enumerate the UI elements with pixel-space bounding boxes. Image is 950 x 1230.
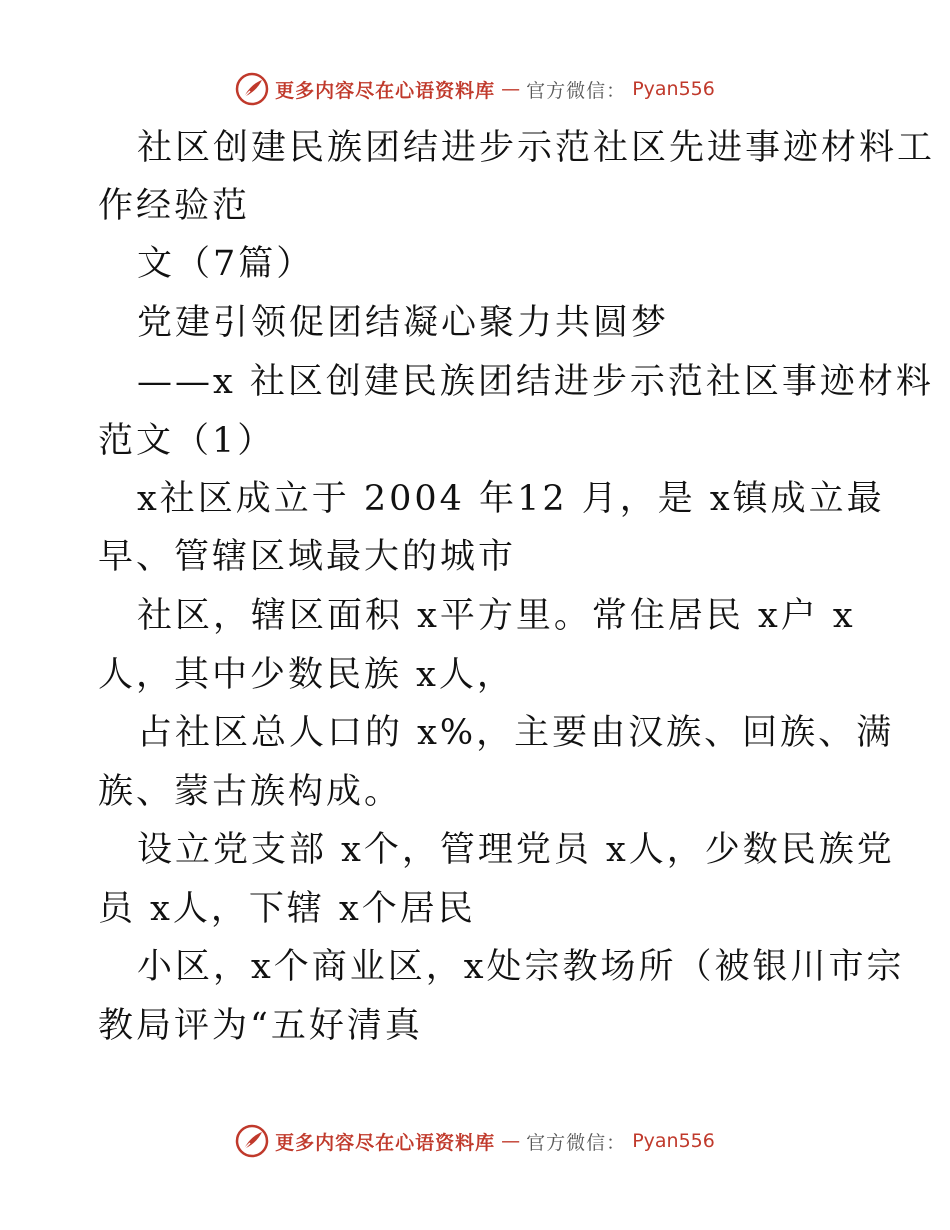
document-line: 范文（1）	[98, 421, 276, 461]
watermark-wechat-id: Pyan556	[632, 78, 715, 100]
document-line: 教局评为“五好清真	[98, 1006, 423, 1046]
document-line: 党建引领促团结凝心聚力共圆梦	[137, 303, 670, 343]
document-line: x社区成立于 2004 年12 月，是 x镇成立最	[137, 479, 885, 519]
document-line: 社区，辖区面积 x平方里。常住居民 x户 x	[137, 596, 856, 636]
document-line: 作经验范	[98, 186, 251, 226]
document-line: 早、管辖区域最大的城市	[98, 537, 517, 577]
document-line: 文（7篇）	[137, 244, 315, 284]
watermark-wechat-label: 官方微信：	[526, 1131, 627, 1154]
watermark-site-name: 更多内容尽在心语资料库	[275, 79, 496, 102]
document-line: 人，其中少数民族 x人，	[98, 655, 515, 695]
footer-watermark	[0, 1124, 950, 1158]
document-line: 设立党支部 x个，管理党员 x人，少数民族党	[137, 830, 895, 870]
document-line: ——x 社区创建民族团结进步示范社区事迹材料	[137, 362, 934, 402]
document-line: 占社区总人口的 x%，主要由汉族、回族、满	[137, 713, 895, 753]
document-line: 员 x人，下辖 x个居民	[98, 889, 476, 929]
watermark-wechat-id: Pyan556	[632, 1130, 715, 1152]
feather-pen-logo-icon	[235, 1124, 269, 1158]
watermark-site-name: 更多内容尽在心语资料库	[275, 1131, 496, 1154]
watermark-wechat-label: 官方微信：	[526, 79, 627, 102]
document-line: 社区创建民族团结进步示范社区先进事迹材料工	[137, 128, 936, 168]
document-line: 族、蒙古族构成。	[98, 772, 403, 812]
watermark-dash: —	[501, 78, 521, 100]
watermark-dash: —	[501, 1130, 521, 1152]
document-line: 小区，x个商业区，x处宗教场所（被银川市宗	[137, 947, 905, 987]
